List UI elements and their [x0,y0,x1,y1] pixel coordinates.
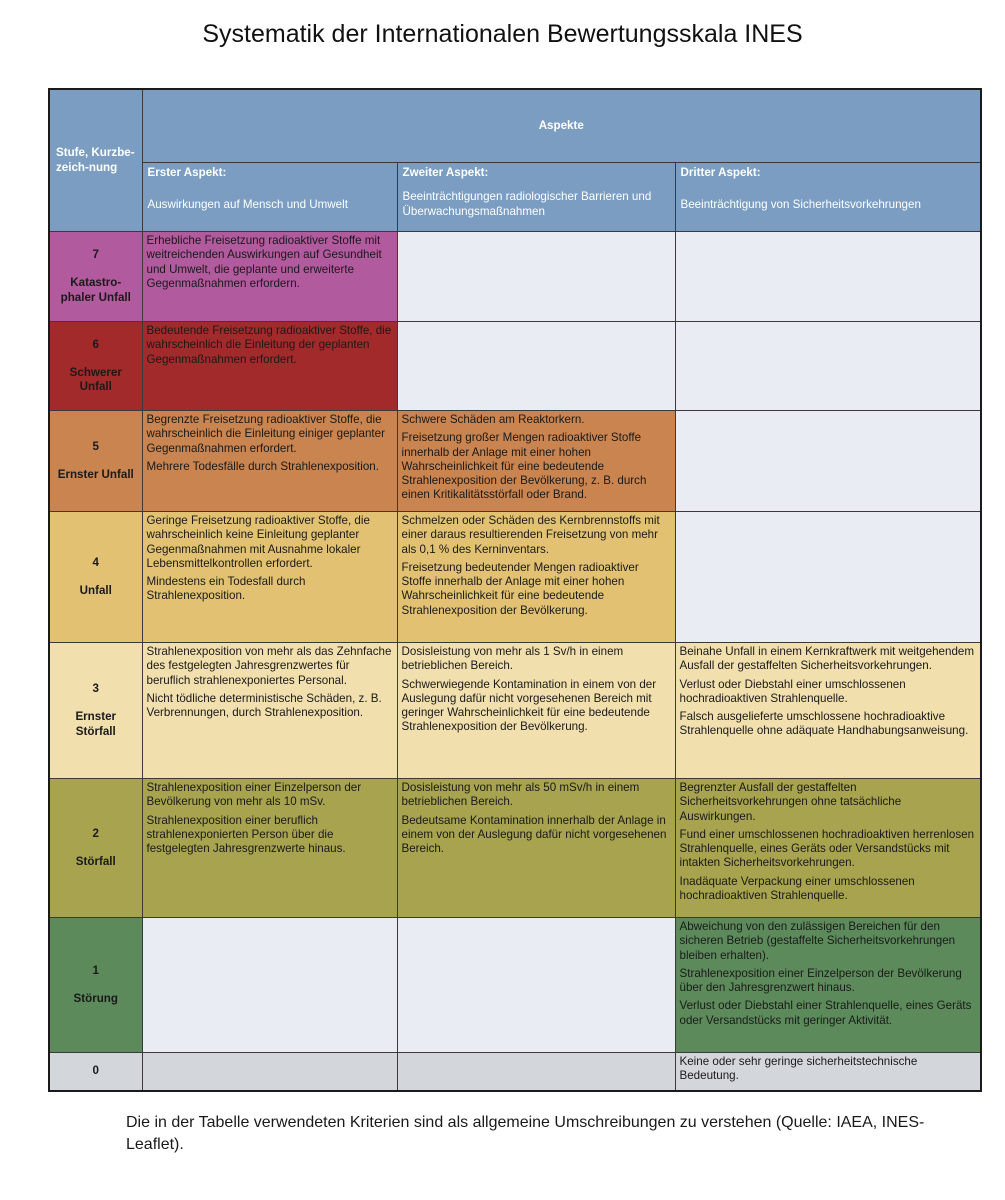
aspect-cell-b [397,1053,675,1092]
criterion-text: Mehrere Todesfälle durch Strahlenexposition. [146,459,379,473]
aspect-cell-c [675,918,981,1053]
level-number: 1 [92,963,99,977]
criterion-text: Verlust oder Diebstahl einer Strahlenquelle, eines Geräts oder Versandstücks mit geringer Aktivität. [679,999,972,1027]
criterion-text: Dosisleistung von mehr als 50 mSv/h in einem betrieblichen Bereich. [401,781,640,809]
level-name: Ernster Störfall [75,710,117,738]
aspect-cell-b [397,322,675,411]
criterion-text: Inadäquate Verpackung einer umschlossenen hochradioaktiven Strahlenquelle. [679,874,915,903]
level-name: Ernster Unfall [57,468,134,481]
criterion-text: Keine oder sehr geringe sicherheitstechnische Bedeutung. [679,1055,918,1083]
aspect-cell-a [142,779,397,918]
third-aspect-label: Dritter Aspekt: [680,166,761,179]
table-row [49,1053,981,1092]
criterion-text: Fund einer umschlossenen hochradioaktiven herrenlosen Strahlenquelle, eines Geräts oder Versandstücks mit intakten Sicherheitsvorkehrungen. [679,827,975,870]
aspect-cell-a [142,411,397,512]
aspect-cell-a [142,512,397,643]
aspect-cell-b [397,232,675,322]
aspect-cell-a [142,322,397,411]
table-row [49,779,981,918]
header-second-aspect [397,163,675,232]
aspect-cell-c [675,232,981,322]
level-name: Störung [73,992,118,1005]
table-row [49,411,981,512]
level-number: 7 [92,248,99,262]
aspect-cell-c [675,643,981,779]
criterion-text: Strahlenexposition von mehr als das Zehnfache des festgelegten Jahresgrenzwertes für beruflich strahlenexponiertes Personal. [146,645,392,687]
level-cell [49,918,142,1053]
second-aspect-desc: Beeinträchtigungen radiologischer Barrieren und Überwachungsmaßnahmen [402,190,652,218]
header-stufe: Stufe, Kurzbe-zeich-nung [49,89,142,232]
criterion-text: Schwere Schäden am Reaktorkern. [401,413,585,426]
aspect-cell-a [142,918,397,1053]
criterion-text: Freisetzung bedeutender Mengen radioaktiver Stoffe innerhalb der Anlage mit einer hohen Wahrscheinlichkeit für eine bedeutende Strahlenexposition der Bevölkerung. [401,560,639,617]
criterion-text: Verlust oder Diebstahl einer umschlossenen hochradioaktiven Strahlenquelle. [679,677,906,705]
criterion-text: Bedeutsame Kontamination innerhalb der Anlage in einem von der Auslegung dafür nicht vorgesehenen Bereich. [401,813,667,856]
aspect-cell-c [675,322,981,411]
criterion-text: Strahlenexposition einer Einzelperson der Bevölkerung von mehr als 10 mSv. [146,781,362,809]
level-name: Störfall [75,855,116,868]
level-name: Unfall [79,584,112,597]
level-cell [49,232,142,322]
criterion-text: Abweichung von den zulässigen Bereichen für den sicheren Betrieb (gestaffelte Sicherheitsvorkehrungen bleiben erhalten). [679,920,956,962]
level-number: 6 [92,337,99,351]
table-row [49,643,981,779]
header-third-aspect [675,163,981,232]
aspect-cell-c [675,411,981,512]
aspect-cell-b [397,411,675,512]
second-aspect-label: Zweiter Aspekt: [402,166,489,179]
aspect-cell-b [397,918,675,1053]
table-row [49,918,981,1053]
header-first-aspect [142,163,397,232]
aspect-cell-c [675,1053,981,1092]
aspect-cell-b [397,643,675,779]
criterion-text: Mindestens ein Todesfall durch Strahlenexposition. [146,575,306,603]
criterion-text: Erhebliche Freisetzung radioaktiver Stoffe mit weitreichenden Auswirkungen auf Gesundheit und Umwelt, die geplante und erweiterte Gegenmaßnahmen erfordern. [146,234,382,290]
criterion-text: Dosisleistung von mehr als 1 Sv/h in einem betrieblichen Bereich. [401,645,624,673]
third-aspect-desc: Beeinträchtigung von Sicherheitsvorkehrungen [680,198,921,212]
level-cell [49,411,142,512]
ines-table [48,88,982,1092]
aspect-cell-a [142,232,397,322]
header-aspekte: Aspekte [142,89,981,163]
first-aspect-label: Erster Aspekt: [147,166,227,179]
criterion-text: Schwerwiegende Kontamination in einem von der Auslegung dafür nicht vorgesehenen Bereich mit geringer Wahrscheinlichkeit für eine bedeutende Strahlenexposition der Bevölkerung. [401,677,657,734]
first-aspect-desc: Auswirkungen auf Mensch und Umwelt [147,198,348,212]
level-name: Katastro-phaler Unfall [60,276,131,304]
level-cell [49,1053,142,1092]
level-number: 3 [92,682,99,696]
level-cell [49,512,142,643]
footnote: Die in der Tabelle verwendeten Kriterien sind als allgemeine Umschreibungen zu verstehen (Quelle: IAEA, INES-Leaflet). [126,1114,925,1153]
level-name: Schwerer Unfall [69,365,122,394]
level-number: 2 [92,826,99,840]
criterion-text: Strahlenexposition einer beruflich strahlenexponierten Person über die festgelegten Jahresgrenzwerte hinaus. [146,813,346,856]
criterion-text: Begrenzter Ausfall der gestaffelten Sicherheitsvorkehrungen ohne tatsächliche Auswirkungen. [679,781,902,823]
level-cell [49,779,142,918]
table-row [49,232,981,322]
level-number: 4 [92,555,99,569]
criterion-text: Falsch ausgelieferte umschlossene hochradioaktive Strahlenquelle ohne adäquate Handhabungsanweisung. [679,710,969,738]
criterion-text: Beinahe Unfall in einem Kernkraftwerk mit weitgehendem Ausfall der gestaffelten Sicherheitsvorkehrungen. [679,645,974,673]
ines-table-body [49,232,981,1092]
criterion-text: Strahlenexposition einer Einzelperson der Bevölkerung über den Jahresgrenzwert hinaus. [679,966,962,995]
level-cell [49,322,142,411]
level-number: 5 [92,439,99,453]
table-row [49,512,981,643]
aspect-cell-b [397,512,675,643]
aspect-cell-a [142,1053,397,1092]
aspect-cell-c [675,512,981,643]
criterion-text: Geringe Freisetzung radioaktiver Stoffe, die wahrscheinlich keine Einleitung geplanter Gegenmaßnahmen mit Ausnahme lokaler Lebensmittelkontrollen erfordert. [146,514,370,570]
criterion-text: Freisetzung großer Mengen radioaktiver Stoffe innerhalb der Anlage mit einer hohen Wahrscheinlichkeit für eine bedeutende Strahlenexposition der Bevölkerung, z. B. durch einen Kritikalitätsstörfall oder Brand. [401,431,647,502]
criterion-text: Begrenzte Freisetzung radioaktiver Stoffe, die wahrscheinlich die Einleitung einiger geplanter Gegenmaßnahmen erfordert. [146,413,385,455]
criterion-text: Nicht tödliche deterministische Schäden, z. B. Verbrennungen, durch Strahlenexposition. [146,691,382,720]
page-title: Systematik der Internationalen Bewertungsskala INES [202,20,803,48]
criterion-text: Bedeutende Freisetzung radioaktiver Stoffe, die wahrscheinlich die Einleitung der geplanten Gegenmaßnahmen erfordert. [146,324,392,366]
level-cell [49,643,142,779]
aspect-cell-c [675,779,981,918]
aspect-cell-b [397,779,675,918]
aspect-cell-a [142,643,397,779]
level-number: 0 [92,1064,99,1078]
criterion-text: Schmelzen oder Schäden des Kernbrennstoffs mit einer daraus resultierenden Freisetzung von mehr als 0,1 % des Kerninventars. [401,514,660,556]
table-row [49,322,981,411]
